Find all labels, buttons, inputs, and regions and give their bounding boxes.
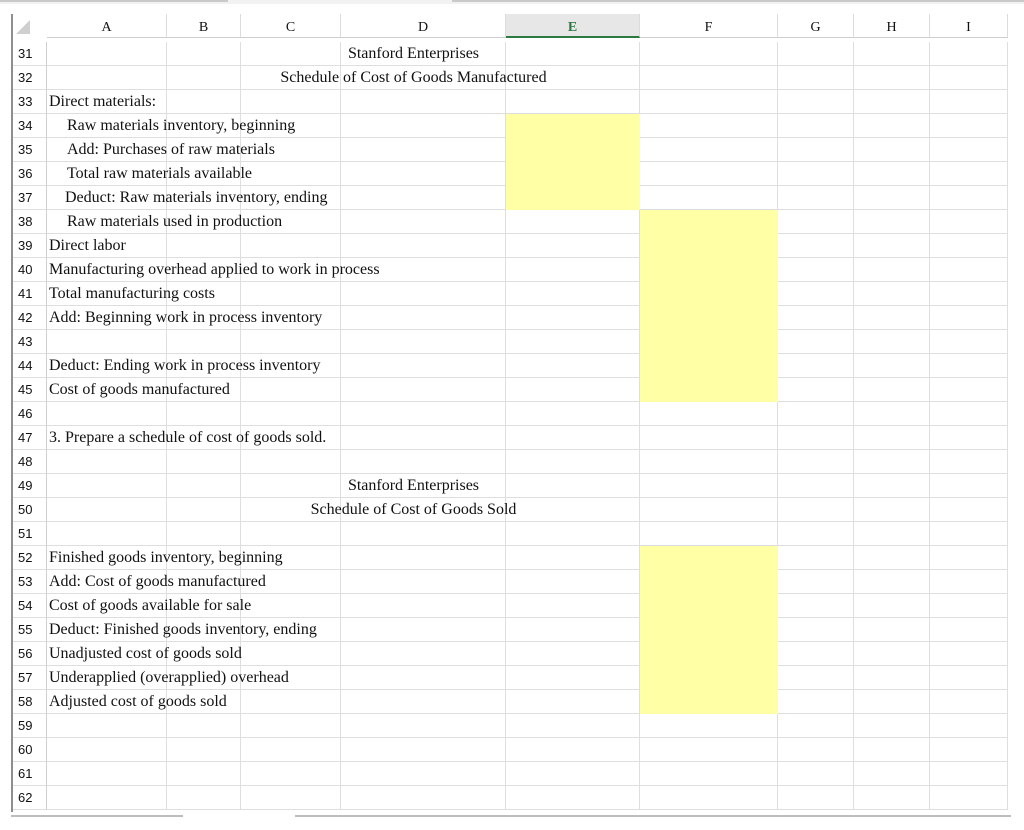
cell-d47[interactable] [341, 426, 506, 450]
cell-e55[interactable] [506, 618, 640, 642]
cell-g36[interactable] [778, 162, 854, 186]
cell-h56[interactable] [854, 642, 930, 666]
label-beginning-wip: Add: Beginning work in process inventory [49, 309, 323, 326]
cell-b39[interactable] [167, 234, 241, 258]
select-all-icon [16, 20, 30, 34]
label-ending-wip: Deduct: Ending work in process inventory [49, 357, 321, 374]
scrollbar-track [11, 815, 183, 817]
cell-c36[interactable] [241, 162, 341, 186]
cell-c51[interactable] [241, 522, 341, 546]
cell-g44[interactable] [778, 354, 854, 378]
cell-d33[interactable] [341, 90, 506, 114]
cell-g37[interactable] [778, 186, 854, 210]
cell-g47[interactable] [778, 426, 854, 450]
cell-b62[interactable] [167, 786, 241, 810]
cell-i33[interactable] [930, 90, 1008, 114]
cell-d62[interactable] [341, 786, 506, 810]
cell-i62[interactable] [930, 786, 1008, 810]
cell-d56[interactable] [341, 642, 506, 666]
cell-h49[interactable] [854, 474, 930, 498]
cell-g39[interactable] [778, 234, 854, 258]
cell-e60[interactable] [506, 738, 640, 762]
cell-g59[interactable] [778, 714, 854, 738]
label-total-rm: Total raw materials available [67, 165, 253, 182]
row-header-33[interactable]: 33 [13, 90, 47, 114]
cell-c45[interactable] [241, 378, 341, 402]
cell-i44[interactable] [930, 354, 1008, 378]
top-divider [0, 0, 228, 2]
cell-h35[interactable] [854, 138, 930, 162]
column-header-d[interactable]: D [341, 14, 506, 38]
cell-i35[interactable] [930, 138, 1008, 162]
cell-h34[interactable] [854, 114, 930, 138]
cell-a59[interactable] [47, 714, 167, 738]
column-header-b[interactable]: B [167, 14, 241, 38]
column-header-c[interactable]: C [241, 14, 341, 38]
cell-h32[interactable] [854, 66, 930, 90]
row-header-52[interactable]: 52 [13, 546, 47, 570]
cell-f47[interactable] [640, 426, 778, 450]
cell-e47[interactable] [506, 426, 640, 450]
cell-d35[interactable] [341, 138, 506, 162]
cell-i51[interactable] [930, 522, 1008, 546]
cell-e45[interactable] [506, 378, 640, 402]
cell-c39[interactable] [241, 234, 341, 258]
cell-g61[interactable] [778, 762, 854, 786]
cell-d48[interactable] [341, 450, 506, 474]
cell-a51[interactable] [47, 522, 167, 546]
label-adjusted-cogs: Adjusted cost of goods sold [49, 693, 227, 710]
cell-d58[interactable] [341, 690, 506, 714]
cell-g38[interactable] [778, 210, 854, 234]
cell-d52[interactable] [341, 546, 506, 570]
row-header-53[interactable]: 53 [13, 570, 47, 594]
cell-d53[interactable] [341, 570, 506, 594]
cell-a48[interactable] [47, 450, 167, 474]
select-all-corner[interactable] [13, 14, 35, 38]
cell-d41[interactable] [341, 282, 506, 306]
cell-d45[interactable] [341, 378, 506, 402]
cell-i43[interactable] [930, 330, 1008, 354]
cell-f51[interactable] [640, 522, 778, 546]
cell-h48[interactable] [854, 450, 930, 474]
cell-b48[interactable] [167, 450, 241, 474]
cell-c43[interactable] [241, 330, 341, 354]
cell-d46[interactable] [341, 402, 506, 426]
cell-i49[interactable] [930, 474, 1008, 498]
cell-c59[interactable] [241, 714, 341, 738]
label-purchases: Add: Purchases of raw materials [67, 141, 275, 158]
cell-e58[interactable] [506, 690, 640, 714]
row-header-58[interactable]: 58 [13, 690, 47, 714]
row-header-43[interactable]: 43 [13, 330, 47, 354]
row-header-40[interactable]: 40 [13, 258, 47, 282]
cell-g35[interactable] [778, 138, 854, 162]
cell-h31[interactable] [854, 42, 930, 66]
cell-h42[interactable] [854, 306, 930, 330]
cell-e52[interactable] [506, 546, 640, 570]
cell-i32[interactable] [930, 66, 1008, 90]
cell-d36[interactable] [341, 162, 506, 186]
cell-i53[interactable] [930, 570, 1008, 594]
label-fg-ending: Deduct: Finished goods inventory, ending [49, 621, 317, 638]
cell-d34[interactable] [341, 114, 506, 138]
cell-e41[interactable] [506, 282, 640, 306]
row-header-62[interactable]: 62 [13, 786, 47, 810]
title-schedule-cogs: Schedule of Cost of Goods Sold [310, 501, 517, 518]
cell-g31[interactable] [778, 42, 854, 66]
cell-h60[interactable] [854, 738, 930, 762]
title-company-2: Stanford Enterprises [347, 477, 480, 494]
cell-g48[interactable] [778, 450, 854, 474]
cell-c61[interactable] [241, 762, 341, 786]
column-header-i[interactable]: I [930, 14, 1008, 38]
row-header-50[interactable]: 50 [13, 498, 47, 522]
cell-h33[interactable] [854, 90, 930, 114]
cell-f62[interactable] [640, 786, 778, 810]
cell-i57[interactable] [930, 666, 1008, 690]
cell-f60[interactable] [640, 738, 778, 762]
label-direct-labor: Direct labor [49, 237, 126, 254]
cell-a62[interactable] [47, 786, 167, 810]
cell-c54[interactable] [241, 594, 341, 618]
cell-i54[interactable] [930, 594, 1008, 618]
cell-f36[interactable] [640, 162, 778, 186]
cell-e38[interactable] [506, 210, 640, 234]
row-header-31[interactable]: 31 [13, 42, 47, 66]
cell-f35[interactable] [640, 138, 778, 162]
cell-c46[interactable] [241, 402, 341, 426]
row-header-55[interactable]: 55 [13, 618, 47, 642]
cell-e51[interactable] [506, 522, 640, 546]
cell-h54[interactable] [854, 594, 930, 618]
cell-c60[interactable] [241, 738, 341, 762]
row-header-45[interactable]: 45 [13, 378, 47, 402]
cell-h40[interactable] [854, 258, 930, 282]
cell-d59[interactable] [341, 714, 506, 738]
top-divider [452, 0, 1024, 2]
cell-g50[interactable] [778, 498, 854, 522]
cell-d43[interactable] [341, 330, 506, 354]
cell-i58[interactable] [930, 690, 1008, 714]
cell-e46[interactable] [506, 402, 640, 426]
cell-h53[interactable] [854, 570, 930, 594]
cell-h39[interactable] [854, 234, 930, 258]
cell-g40[interactable] [778, 258, 854, 282]
cell-b33[interactable] [167, 90, 241, 114]
cell-b51[interactable] [167, 522, 241, 546]
cell-d57[interactable] [341, 666, 506, 690]
label-total-mfg-costs: Total manufacturing costs [49, 285, 215, 302]
cell-g55[interactable] [778, 618, 854, 642]
cell-i41[interactable] [930, 282, 1008, 306]
row-header-60[interactable]: 60 [13, 738, 47, 762]
label-rm-used: Raw materials used in production [67, 213, 283, 230]
cell-h55[interactable] [854, 618, 930, 642]
cell-d60[interactable] [341, 738, 506, 762]
cell-i48[interactable] [930, 450, 1008, 474]
cell-g33[interactable] [778, 90, 854, 114]
cell-g52[interactable] [778, 546, 854, 570]
column-header-a[interactable]: A [47, 14, 167, 38]
cell-i52[interactable] [930, 546, 1008, 570]
cell-i34[interactable] [930, 114, 1008, 138]
label-rm-beginning: Raw materials inventory, beginning [67, 117, 296, 134]
cell-f34[interactable] [640, 114, 778, 138]
cell-g43[interactable] [778, 330, 854, 354]
cell-f33[interactable] [640, 90, 778, 114]
cell-e44[interactable] [506, 354, 640, 378]
cell-c58[interactable] [241, 690, 341, 714]
label-mfg-overhead: Manufacturing overhead applied to work in process [49, 261, 380, 278]
cell-c48[interactable] [241, 450, 341, 474]
cell-i55[interactable] [930, 618, 1008, 642]
cell-i37[interactable] [930, 186, 1008, 210]
row-header-61[interactable]: 61 [13, 762, 47, 786]
column-header-f[interactable]: F [640, 14, 778, 38]
cell-i50[interactable] [930, 498, 1008, 522]
cell-i47[interactable] [930, 426, 1008, 450]
scrollbar-track [295, 815, 1011, 817]
cell-e62[interactable] [506, 786, 640, 810]
row-header-59[interactable]: 59 [13, 714, 47, 738]
cell-d55[interactable] [341, 618, 506, 642]
cell-g58[interactable] [778, 690, 854, 714]
cell-d37[interactable] [341, 186, 506, 210]
label-direct-materials: Direct materials: [49, 93, 157, 110]
cell-g34[interactable] [778, 114, 854, 138]
cell-h41[interactable] [854, 282, 930, 306]
cell-d44[interactable] [341, 354, 506, 378]
spreadsheet-grid [11, 14, 1013, 812]
cell-e54[interactable] [506, 594, 640, 618]
column-header-h[interactable]: H [854, 14, 930, 38]
cell-h44[interactable] [854, 354, 930, 378]
row-header-32[interactable]: 32 [13, 66, 47, 90]
cell-g46[interactable] [778, 402, 854, 426]
row-header-41[interactable]: 41 [13, 282, 47, 306]
cell-b43[interactable] [167, 330, 241, 354]
cell-h38[interactable] [854, 210, 930, 234]
row-header-39[interactable]: 39 [13, 234, 47, 258]
cell-f59[interactable] [640, 714, 778, 738]
cell-e57[interactable] [506, 666, 640, 690]
row-header-54[interactable]: 54 [13, 594, 47, 618]
cell-b61[interactable] [167, 762, 241, 786]
cell-e56[interactable] [506, 642, 640, 666]
row-header-38[interactable]: 38 [13, 210, 47, 234]
cell-b60[interactable] [167, 738, 241, 762]
cell-i46[interactable] [930, 402, 1008, 426]
cell-h46[interactable] [854, 402, 930, 426]
cell-e53[interactable] [506, 570, 640, 594]
cell-h36[interactable] [854, 162, 930, 186]
cell-h61[interactable] [854, 762, 930, 786]
row-header-48[interactable]: 48 [13, 450, 47, 474]
label-unadjusted-cogs: Unadjusted cost of goods sold [49, 645, 242, 662]
cell-a43[interactable] [47, 330, 167, 354]
cell-g62[interactable] [778, 786, 854, 810]
cell-d51[interactable] [341, 522, 506, 546]
cell-g32[interactable] [778, 66, 854, 90]
input-range-f38-f45[interactable] [640, 210, 778, 402]
cell-i31[interactable] [930, 42, 1008, 66]
cell-a46[interactable] [47, 402, 167, 426]
row-header-42[interactable]: 42 [13, 306, 47, 330]
cell-e43[interactable] [506, 330, 640, 354]
column-header-g[interactable]: G [778, 14, 854, 38]
input-range-e34-e37[interactable] [506, 114, 640, 210]
cell-i38[interactable] [930, 210, 1008, 234]
instruction-text: 3. Prepare a schedule of cost of goods sold. [49, 429, 327, 446]
cell-g57[interactable] [778, 666, 854, 690]
cell-d54[interactable] [341, 594, 506, 618]
row-header-46[interactable]: 46 [13, 402, 47, 426]
cell-h51[interactable] [854, 522, 930, 546]
cell-h57[interactable] [854, 666, 930, 690]
cell-b46[interactable] [167, 402, 241, 426]
cell-i61[interactable] [930, 762, 1008, 786]
cell-h43[interactable] [854, 330, 930, 354]
cell-e39[interactable] [506, 234, 640, 258]
row-header-57[interactable]: 57 [13, 666, 47, 690]
cell-h58[interactable] [854, 690, 930, 714]
cell-h37[interactable] [854, 186, 930, 210]
cell-i42[interactable] [930, 306, 1008, 330]
cell-g53[interactable] [778, 570, 854, 594]
cell-d39[interactable] [341, 234, 506, 258]
title-schedule-cogm: Schedule of Cost of Goods Manufactured [280, 69, 547, 86]
cell-g41[interactable] [778, 282, 854, 306]
cell-g42[interactable] [778, 306, 854, 330]
cell-c56[interactable] [241, 642, 341, 666]
cell-e61[interactable] [506, 762, 640, 786]
cell-e40[interactable] [506, 258, 640, 282]
row-header-49[interactable]: 49 [13, 474, 47, 498]
cell-e59[interactable] [506, 714, 640, 738]
window-top-strip [0, 0, 1024, 4]
cell-f37[interactable] [640, 186, 778, 210]
label-cogm: Cost of goods manufactured [49, 381, 230, 398]
cell-d38[interactable] [341, 210, 506, 234]
cell-a60[interactable] [47, 738, 167, 762]
row-header-56[interactable]: 56 [13, 642, 47, 666]
cell-c41[interactable] [241, 282, 341, 306]
cell-i56[interactable] [930, 642, 1008, 666]
cell-g49[interactable] [778, 474, 854, 498]
row-header-34[interactable]: 34 [13, 114, 47, 138]
row-header-47[interactable]: 47 [13, 426, 47, 450]
cell-d42[interactable] [341, 306, 506, 330]
title-company: Stanford Enterprises [347, 45, 480, 62]
cell-e33[interactable] [506, 90, 640, 114]
cell-i45[interactable] [930, 378, 1008, 402]
cell-h45[interactable] [854, 378, 930, 402]
cell-g56[interactable] [778, 642, 854, 666]
cell-b59[interactable] [167, 714, 241, 738]
cell-a61[interactable] [47, 762, 167, 786]
label-rm-ending: Deduct: Raw materials inventory, ending [65, 189, 328, 206]
cell-i40[interactable] [930, 258, 1008, 282]
cell-g54[interactable] [778, 594, 854, 618]
cell-c33[interactable] [241, 90, 341, 114]
row-header-36[interactable]: 36 [13, 162, 47, 186]
label-goods-available: Cost of goods available for sale [49, 597, 252, 614]
cell-c62[interactable] [241, 786, 341, 810]
cell-f61[interactable] [640, 762, 778, 786]
row-header-35[interactable]: 35 [13, 138, 47, 162]
cell-g60[interactable] [778, 738, 854, 762]
cell-f46[interactable] [640, 402, 778, 426]
cell-g45[interactable] [778, 378, 854, 402]
label-under-over-applied: Underapplied (overapplied) overhead [49, 669, 289, 686]
label-fg-beginning: Finished goods inventory, beginning [49, 549, 283, 566]
cell-h52[interactable] [854, 546, 930, 570]
cell-f48[interactable] [640, 450, 778, 474]
cell-i60[interactable] [930, 738, 1008, 762]
row-header-44[interactable]: 44 [13, 354, 47, 378]
cell-i39[interactable] [930, 234, 1008, 258]
cell-e42[interactable] [506, 306, 640, 330]
cell-e48[interactable] [506, 450, 640, 474]
label-add-cogm: Add: Cost of goods manufactured [49, 573, 266, 590]
cell-i36[interactable] [930, 162, 1008, 186]
cell-h59[interactable] [854, 714, 930, 738]
row-header-37[interactable]: 37 [13, 186, 47, 210]
horizontal-scrollbar[interactable] [11, 813, 1011, 819]
cell-d61[interactable] [341, 762, 506, 786]
cell-i59[interactable] [930, 714, 1008, 738]
cell-h50[interactable] [854, 498, 930, 522]
input-range-f52-f58[interactable] [640, 546, 778, 714]
cell-h47[interactable] [854, 426, 930, 450]
row-header-51[interactable]: 51 [13, 522, 47, 546]
cell-h62[interactable] [854, 786, 930, 810]
column-header-e[interactable]: E [506, 14, 640, 38]
cell-g51[interactable] [778, 522, 854, 546]
